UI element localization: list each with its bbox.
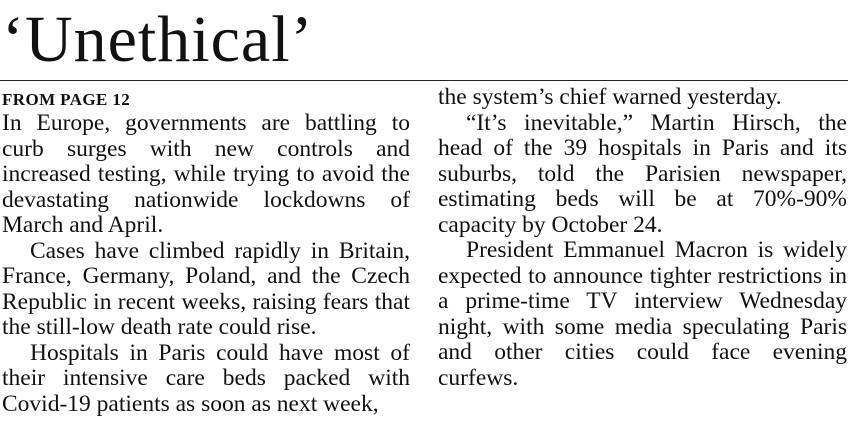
headline: ‘Unethical’ [2,3,314,76]
article-column-right [438,85,847,391]
headline-rule [0,80,848,81]
paragraph: In Europe, governments are battling to curb surges with new controls and increased testing, while trying to avoid the devastating nationwide lockdowns of March and April. [2,110,410,238]
article-column-left [2,91,410,417]
paragraph: Hospitals in Paris could have most of their intensive care beds packed with Covid-19 patients as soon as next week, [2,339,410,417]
paragraph: the system’s chief warned yesterday. [438,84,782,110]
kicker-label: FROM PAGE 12 [2,90,131,109]
paragraph: Cases have climbed rapidly in Britain, France, Germany, Poland, and the Czech Republic in recent weeks, raising fears that the still-low death rate could rise. [2,237,410,340]
paragraph: “It’s inevitable,” Martin Hirsch, the head of the 39 hospitals in Paris and its suburbs, told the Parisien newspaper, estimating beds will be at 70%-90% capacity by October 24. [438,109,847,238]
paragraph: President Emmanuel Macron is widely expected to announce tighter restrictions in a prime-time TV interview Wednesday night, with some media speculating Paris and other cities could face evening curfews. [438,237,847,391]
